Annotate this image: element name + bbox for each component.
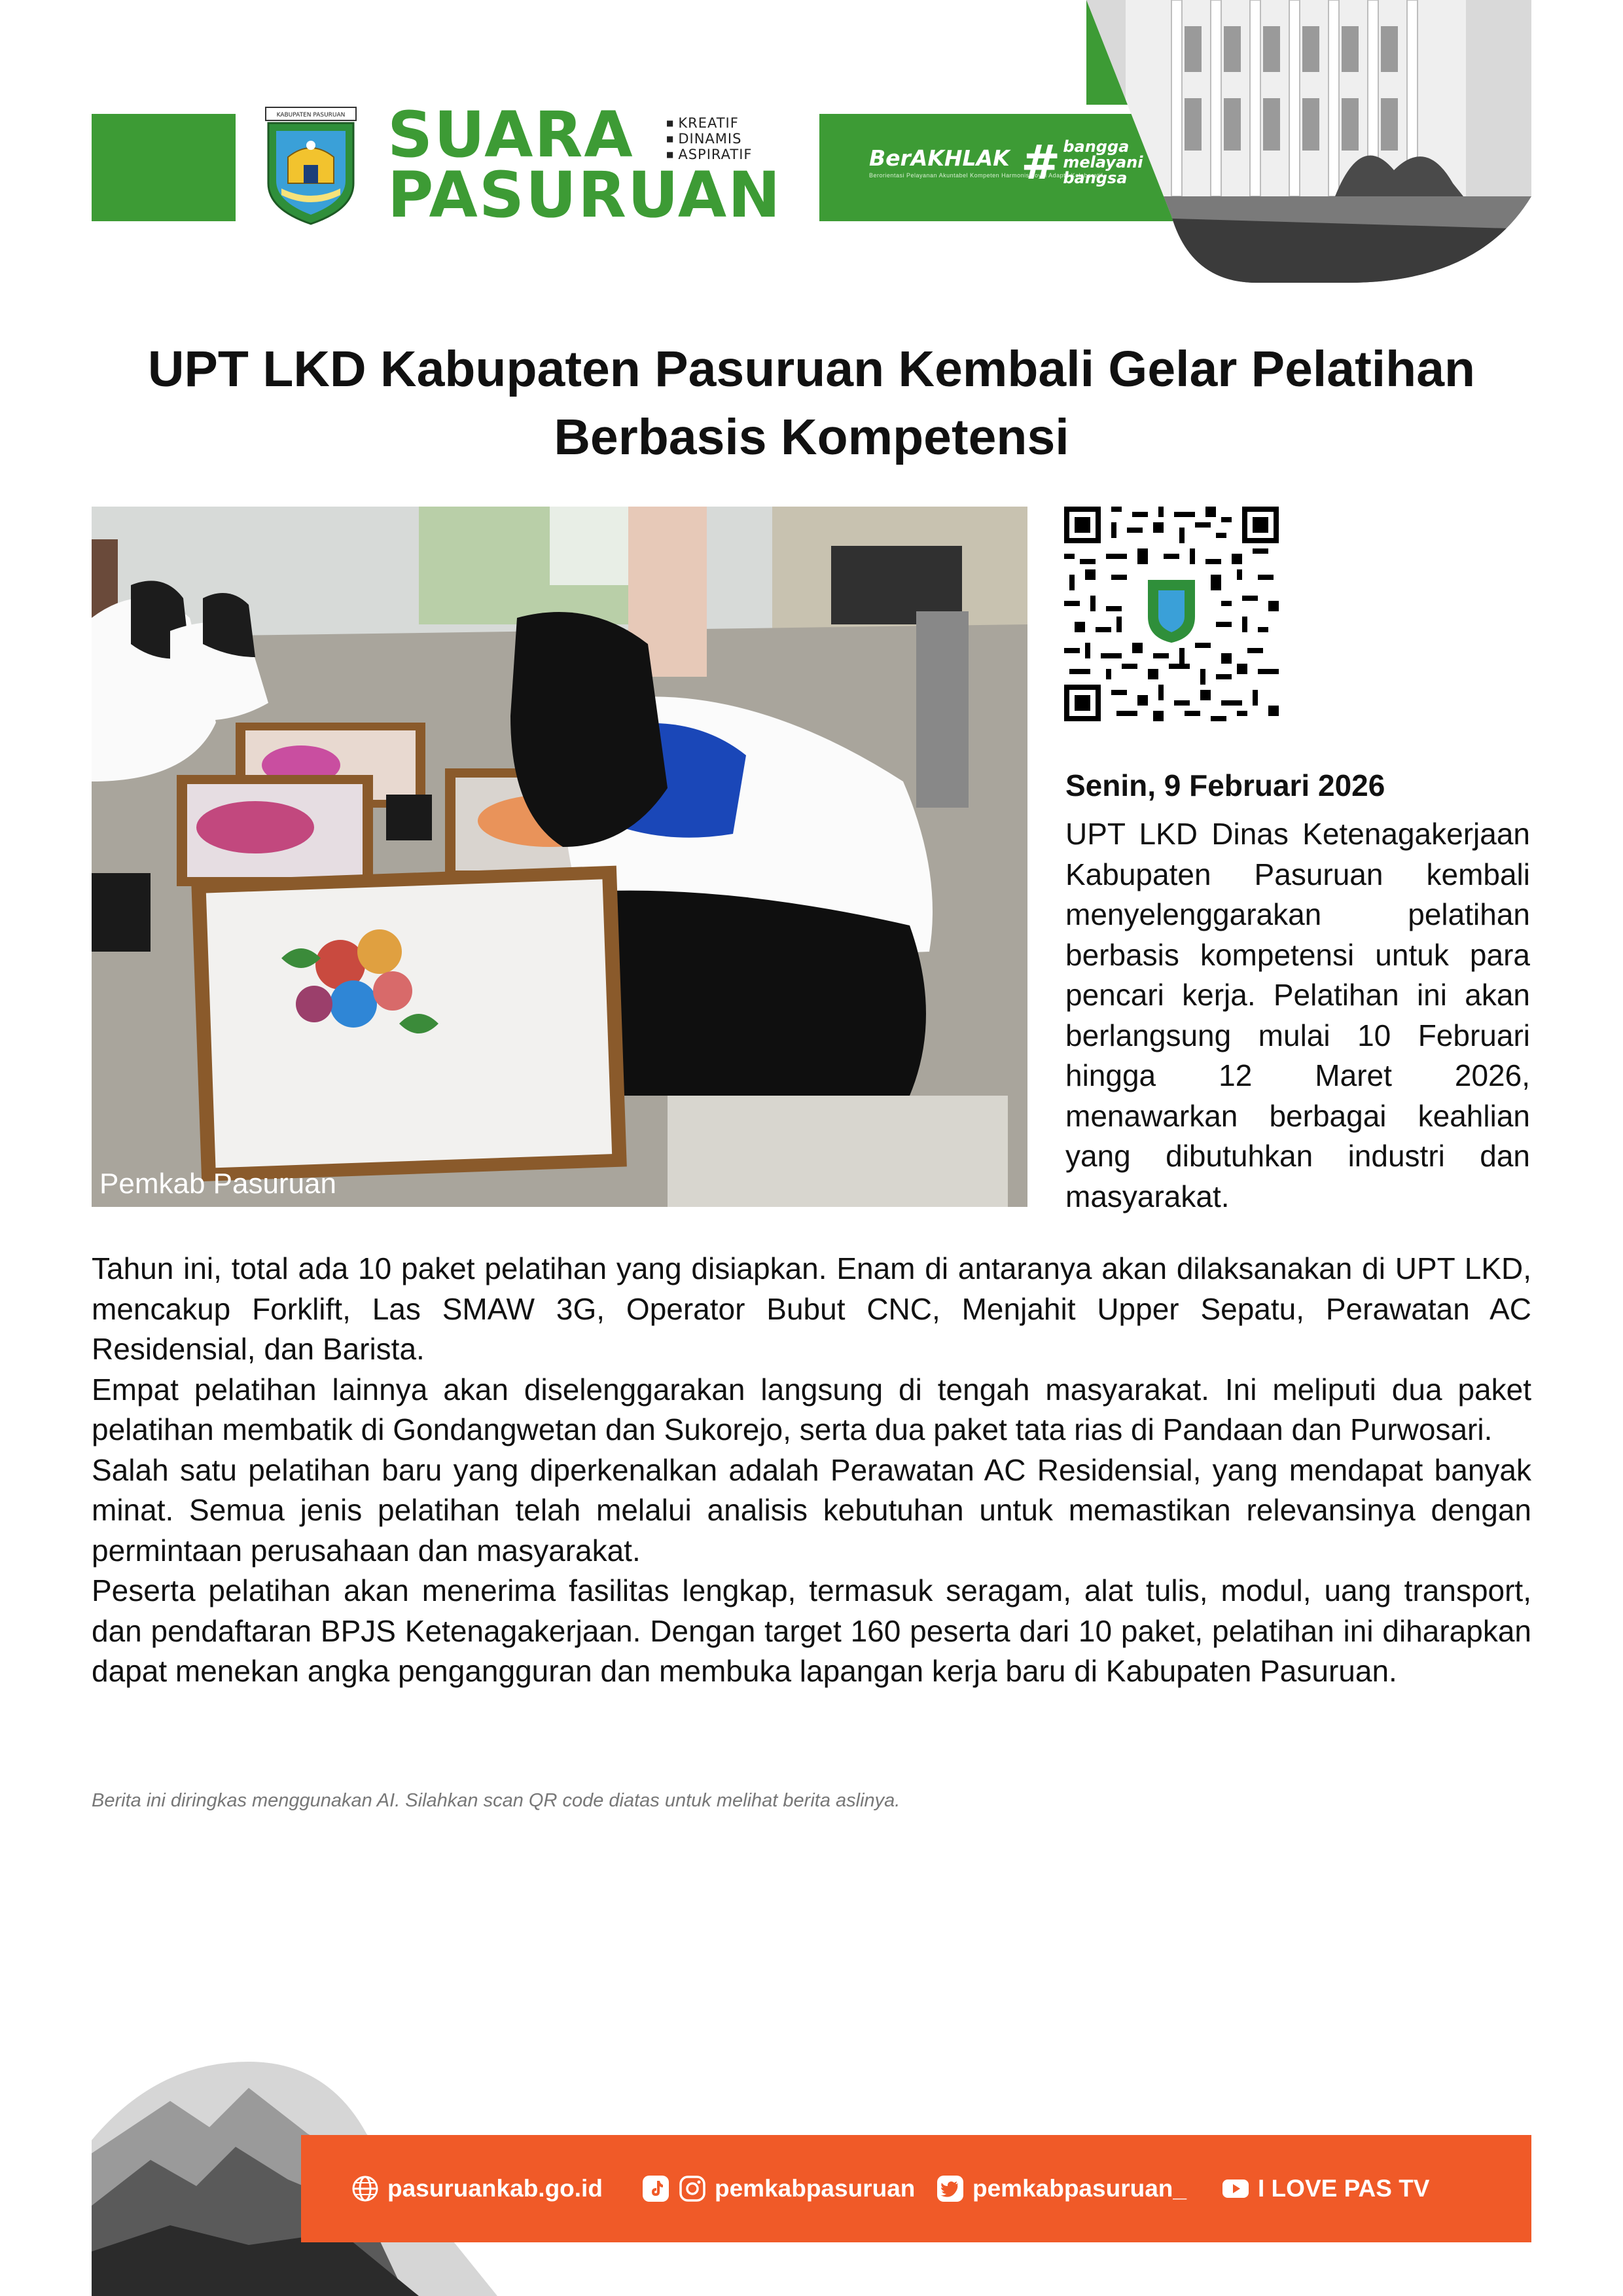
bangga-line: melayani <box>1063 153 1143 171</box>
instagram-icon <box>678 2174 707 2203</box>
website-link[interactable] <box>351 2170 603 2207</box>
youtube-label: I LOVE PAS TV <box>1258 2175 1430 2202</box>
globe-icon <box>351 2174 380 2203</box>
photo-credit: Pemkab Pasuruan <box>99 1168 336 1200</box>
article-body <box>92 1249 1531 1692</box>
tiktok-icon <box>641 2174 670 2203</box>
bangga-line: bangga <box>1063 137 1130 156</box>
twitter-icon <box>936 2174 965 2203</box>
ai-summary-disclaimer: Berita ini diringkas menggunakan AI. Silahkan scan QR code diatas untuk melihat berita aslinya. <box>92 1790 901 1811</box>
qr-code[interactable] <box>1064 507 1279 721</box>
twitter-label: pemkabpasuruan_ <box>972 2175 1186 2202</box>
government-building-photo <box>1086 0 1531 283</box>
article-lead-paragraph: UPT LKD Dinas Ketenagakerjaan Kabupaten Pasuruan kembali menyelenggarakan pelatihan berbasis kompetensi untuk para pencari kerja. Pelatihan ini akan berlangsung mulai 10 Februari hingga 12 Maret 2026, menawarkan berbagai keahlian yang dibutuhkan industri dan masyarakat. <box>1065 817 1530 1213</box>
article-paragraph: Peserta pelatihan akan menerima fasilitas lengkap, termasuk seragam, alat tulis, modul, uang transport, dan pendaftaran BPJS Ketenagakerjaan. Dengan target 160 peserta dari 10 paket, pelatihan ini diharapkan dapat menekan angka pengangguran dan membuka lapangan kerja baru di Kabupaten Pasuruan. <box>92 1573 1531 1688</box>
article-date: Senin, 9 Februari 2026 <box>1065 768 1385 802</box>
twitter-link[interactable] <box>936 2170 1186 2207</box>
article-paragraph: Empat pelatihan lainnya akan diselenggarakan langsung di tengah masyarakat. Ini meliputi dua paket pelatihan membatik di Gondangwetan dan Sukorejo, serta dua paket tata rias di Pandaan dan Purwosari. <box>92 1372 1531 1446</box>
batik-training-photo <box>92 507 1027 1207</box>
hashtag-symbol: # <box>1021 135 1061 190</box>
brand-line-2: PASURUAN <box>387 158 782 232</box>
berakhlak-wordmark: BerAKHLAK <box>869 145 1010 171</box>
berakhlak-subtext: Berorientasi Pelayanan Akuntabel Kompeten Harmonis Loyal Adaptif Kolaboratif <box>869 172 1103 179</box>
svg-text:KABUPATEN PASURUAN: KABUPATEN PASURUAN <box>276 112 346 118</box>
brand-line-1: SUARA <box>387 98 634 171</box>
header-accent-bar-left <box>92 114 236 221</box>
article-photo <box>92 507 1027 1207</box>
youtube-link[interactable] <box>1221 2170 1429 2207</box>
tagline-item: ■ KREATIF <box>666 115 810 131</box>
article-title: UPT LKD Kabupaten Pasuruan Kembali Gelar Pelatihan Berbasis Kompetensi <box>147 341 1476 465</box>
bangga-line: bangsa <box>1063 169 1128 187</box>
brand-tagline <box>666 115 810 162</box>
social-link[interactable] <box>641 2170 915 2207</box>
tagline-item: ■ DINAMIS <box>666 131 810 147</box>
website-label: pasuruankab.go.id <box>387 2175 603 2202</box>
article-paragraph: Salah satu pelatihan baru yang diperkenalkan adalah Perawatan AC Residensial, yang mendapat banyak minat. Semua jenis pelatihan telah melalui analisis kebutuhan untuk memastikan relevansinya dengan permintaan perusahaan dan masyarakat. <box>92 1452 1531 1568</box>
article-paragraph: Tahun ini, total ada 10 paket pelatihan yang disiapkan. Enam di antaranya akan dilaksanakan di UPT LKD, mencakup Forklift, Las SMAW 3G, Operator Bubut CNC, Menjahit Upper Sepatu, Perawatan AC Residensial, dan Barista. <box>92 1251 1531 1366</box>
tagline-item: ■ ASPIRATIF <box>666 147 810 162</box>
youtube-icon <box>1221 2174 1250 2203</box>
bangga-melayani-bangsa-logo <box>1021 135 1143 190</box>
kabupaten-pasuruan-crest-logo <box>262 105 360 226</box>
social-label: pemkabpasuruan <box>715 2175 916 2202</box>
